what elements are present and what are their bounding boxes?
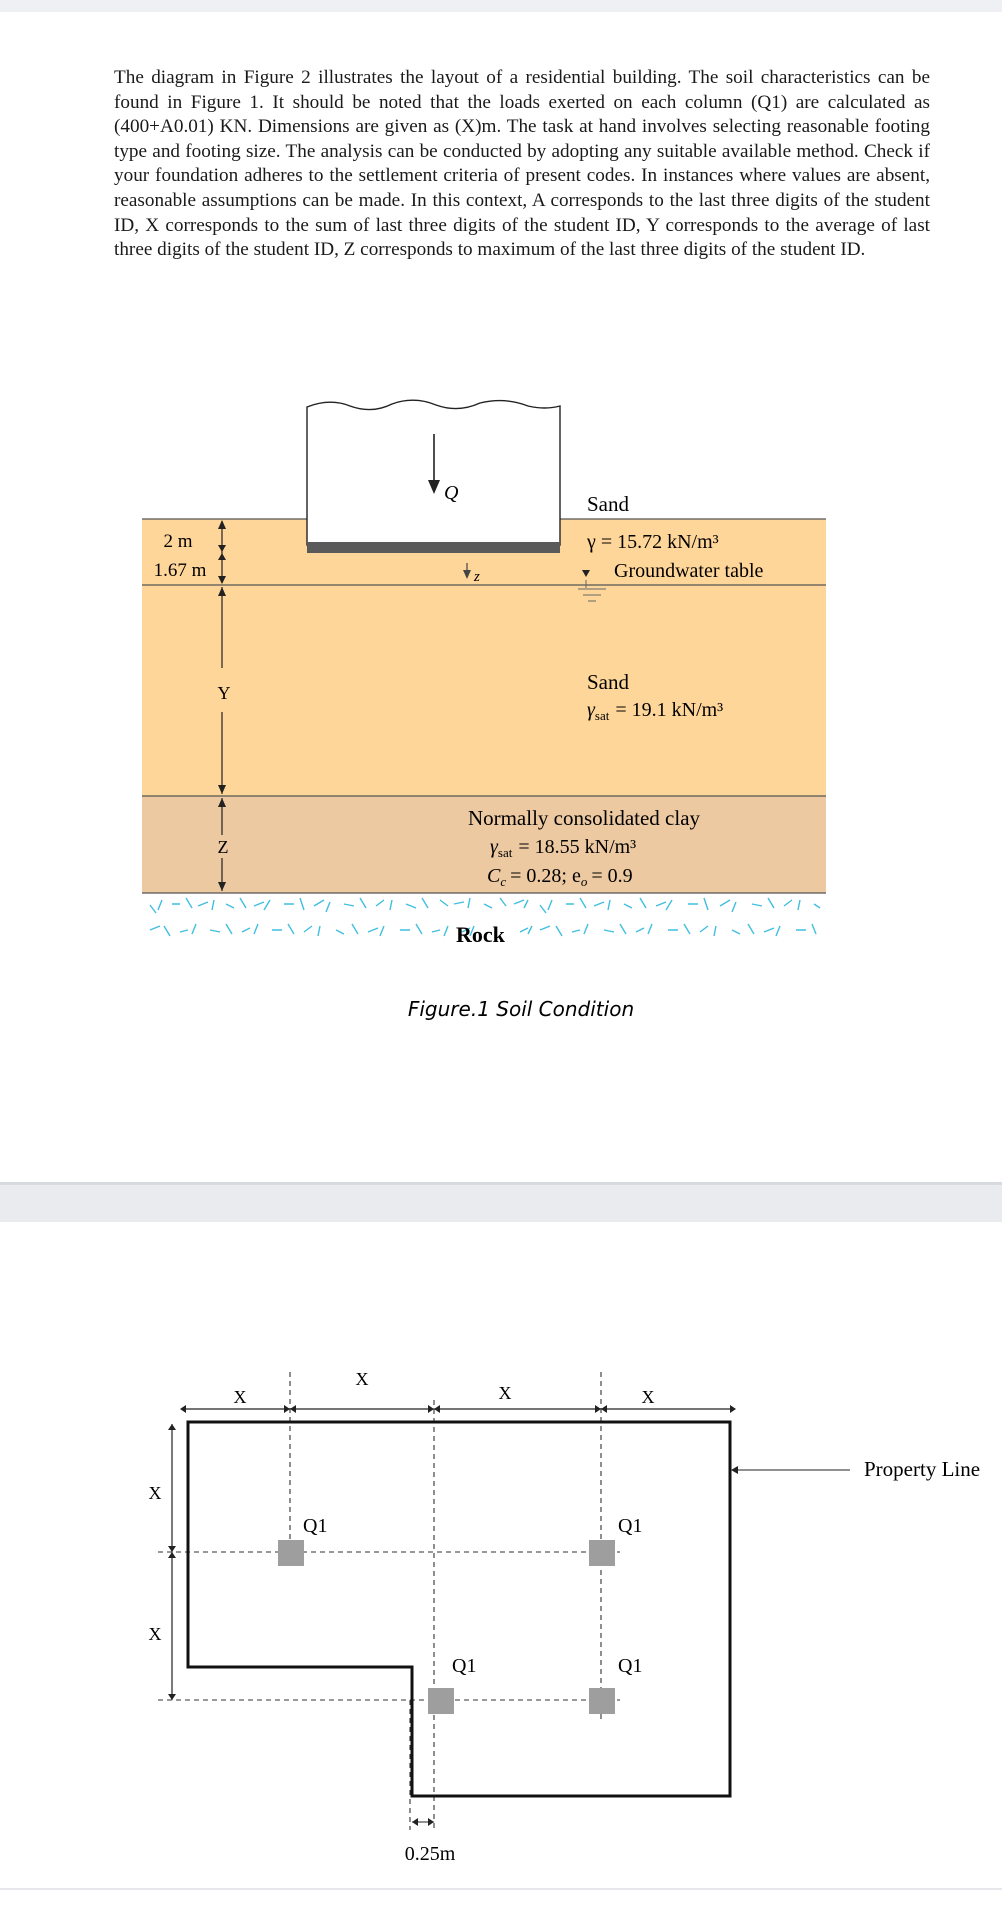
x-dim-4: X (641, 1387, 655, 1407)
column-label-2: Q1 (618, 1515, 643, 1537)
column-q1-top-left (278, 1540, 304, 1566)
lower-sand-label: Sand (587, 670, 629, 694)
lower-sand-gamma: $\gamma_{sat} = 19.1$ kN/m³ (587, 699, 724, 723)
depth-2m-label: 2 m (163, 531, 193, 552)
x-dim-3: X (498, 1383, 512, 1403)
x-dim-left-1: X (148, 1483, 162, 1503)
x-dim-left-2: X (148, 1624, 162, 1644)
offset-label: 0.25m (404, 1843, 456, 1865)
lower-sand-layer (142, 585, 826, 796)
column-label-4: Q1 (618, 1655, 643, 1677)
bottom-edge (0, 1888, 1002, 1890)
y-thickness-label: Y (217, 683, 231, 703)
groundwater-label: Groundwater table (614, 560, 764, 582)
column-label-3: Q1 (452, 1655, 477, 1677)
footing (307, 542, 560, 553)
depth-167m-label: 1.67 m (153, 560, 207, 581)
x-dim-1: X (233, 1387, 247, 1407)
upper-sand-label: Sand (587, 492, 629, 516)
soil-condition-figure (0, 380, 1002, 1040)
clay-compression: $C_c = 0.28$; $e_o = 0.9$ (487, 865, 633, 889)
page-separator (0, 1182, 1002, 1222)
top-bar (0, 0, 1002, 12)
clay-label: Normally consolidated clay (467, 806, 701, 830)
building-footprint (188, 1422, 730, 1796)
column-q1-top-right (589, 1540, 615, 1566)
column-q1-bottom-right (589, 1688, 615, 1714)
problem-statement: The diagram in Figure 2 illustrates the layout of a residential building. The soil characteristics can be found in Figure 1. It should be noted that the loads exerted on each column (Q1) are calculated as (400+A0.01) KN. Dimensions are given as (X)m. The task at hand involves selecting reasonable footing type and footing size. The analysis can be conducted by adopting any suitable available method. Check if your foundation adheres to the settlement criteria of present codes. In instances where values are absent, reasonable assumptions can be made. In this context, A corresponds to the last three digits of the student ID, X corresponds to the sum of last three digits of the student ID, Y corresponds to the average of last three digits of the student ID, Z corresponds to maximum of the last three digits of the student ID. (114, 67, 930, 261)
rock-label: Rock (456, 922, 505, 947)
upper-sand-gamma: γ = 15.72 kN/m³ (587, 531, 719, 553)
building-layout-figure (0, 1360, 1002, 1880)
load-label: Q (444, 482, 459, 504)
column-label-1: Q1 (303, 1515, 328, 1537)
figure-1-caption: Figure.1 Soil Condition (407, 997, 635, 1021)
z-thickness-label: Z (217, 837, 229, 857)
x-dim-2: X (355, 1369, 369, 1389)
property-line-label: Property Line (864, 1457, 981, 1481)
z-label: z (474, 569, 480, 585)
column-q1-bottom-middle (428, 1688, 454, 1714)
clay-gamma: $\gamma_{sat} = 18.55$ kN/m³ (490, 836, 637, 860)
